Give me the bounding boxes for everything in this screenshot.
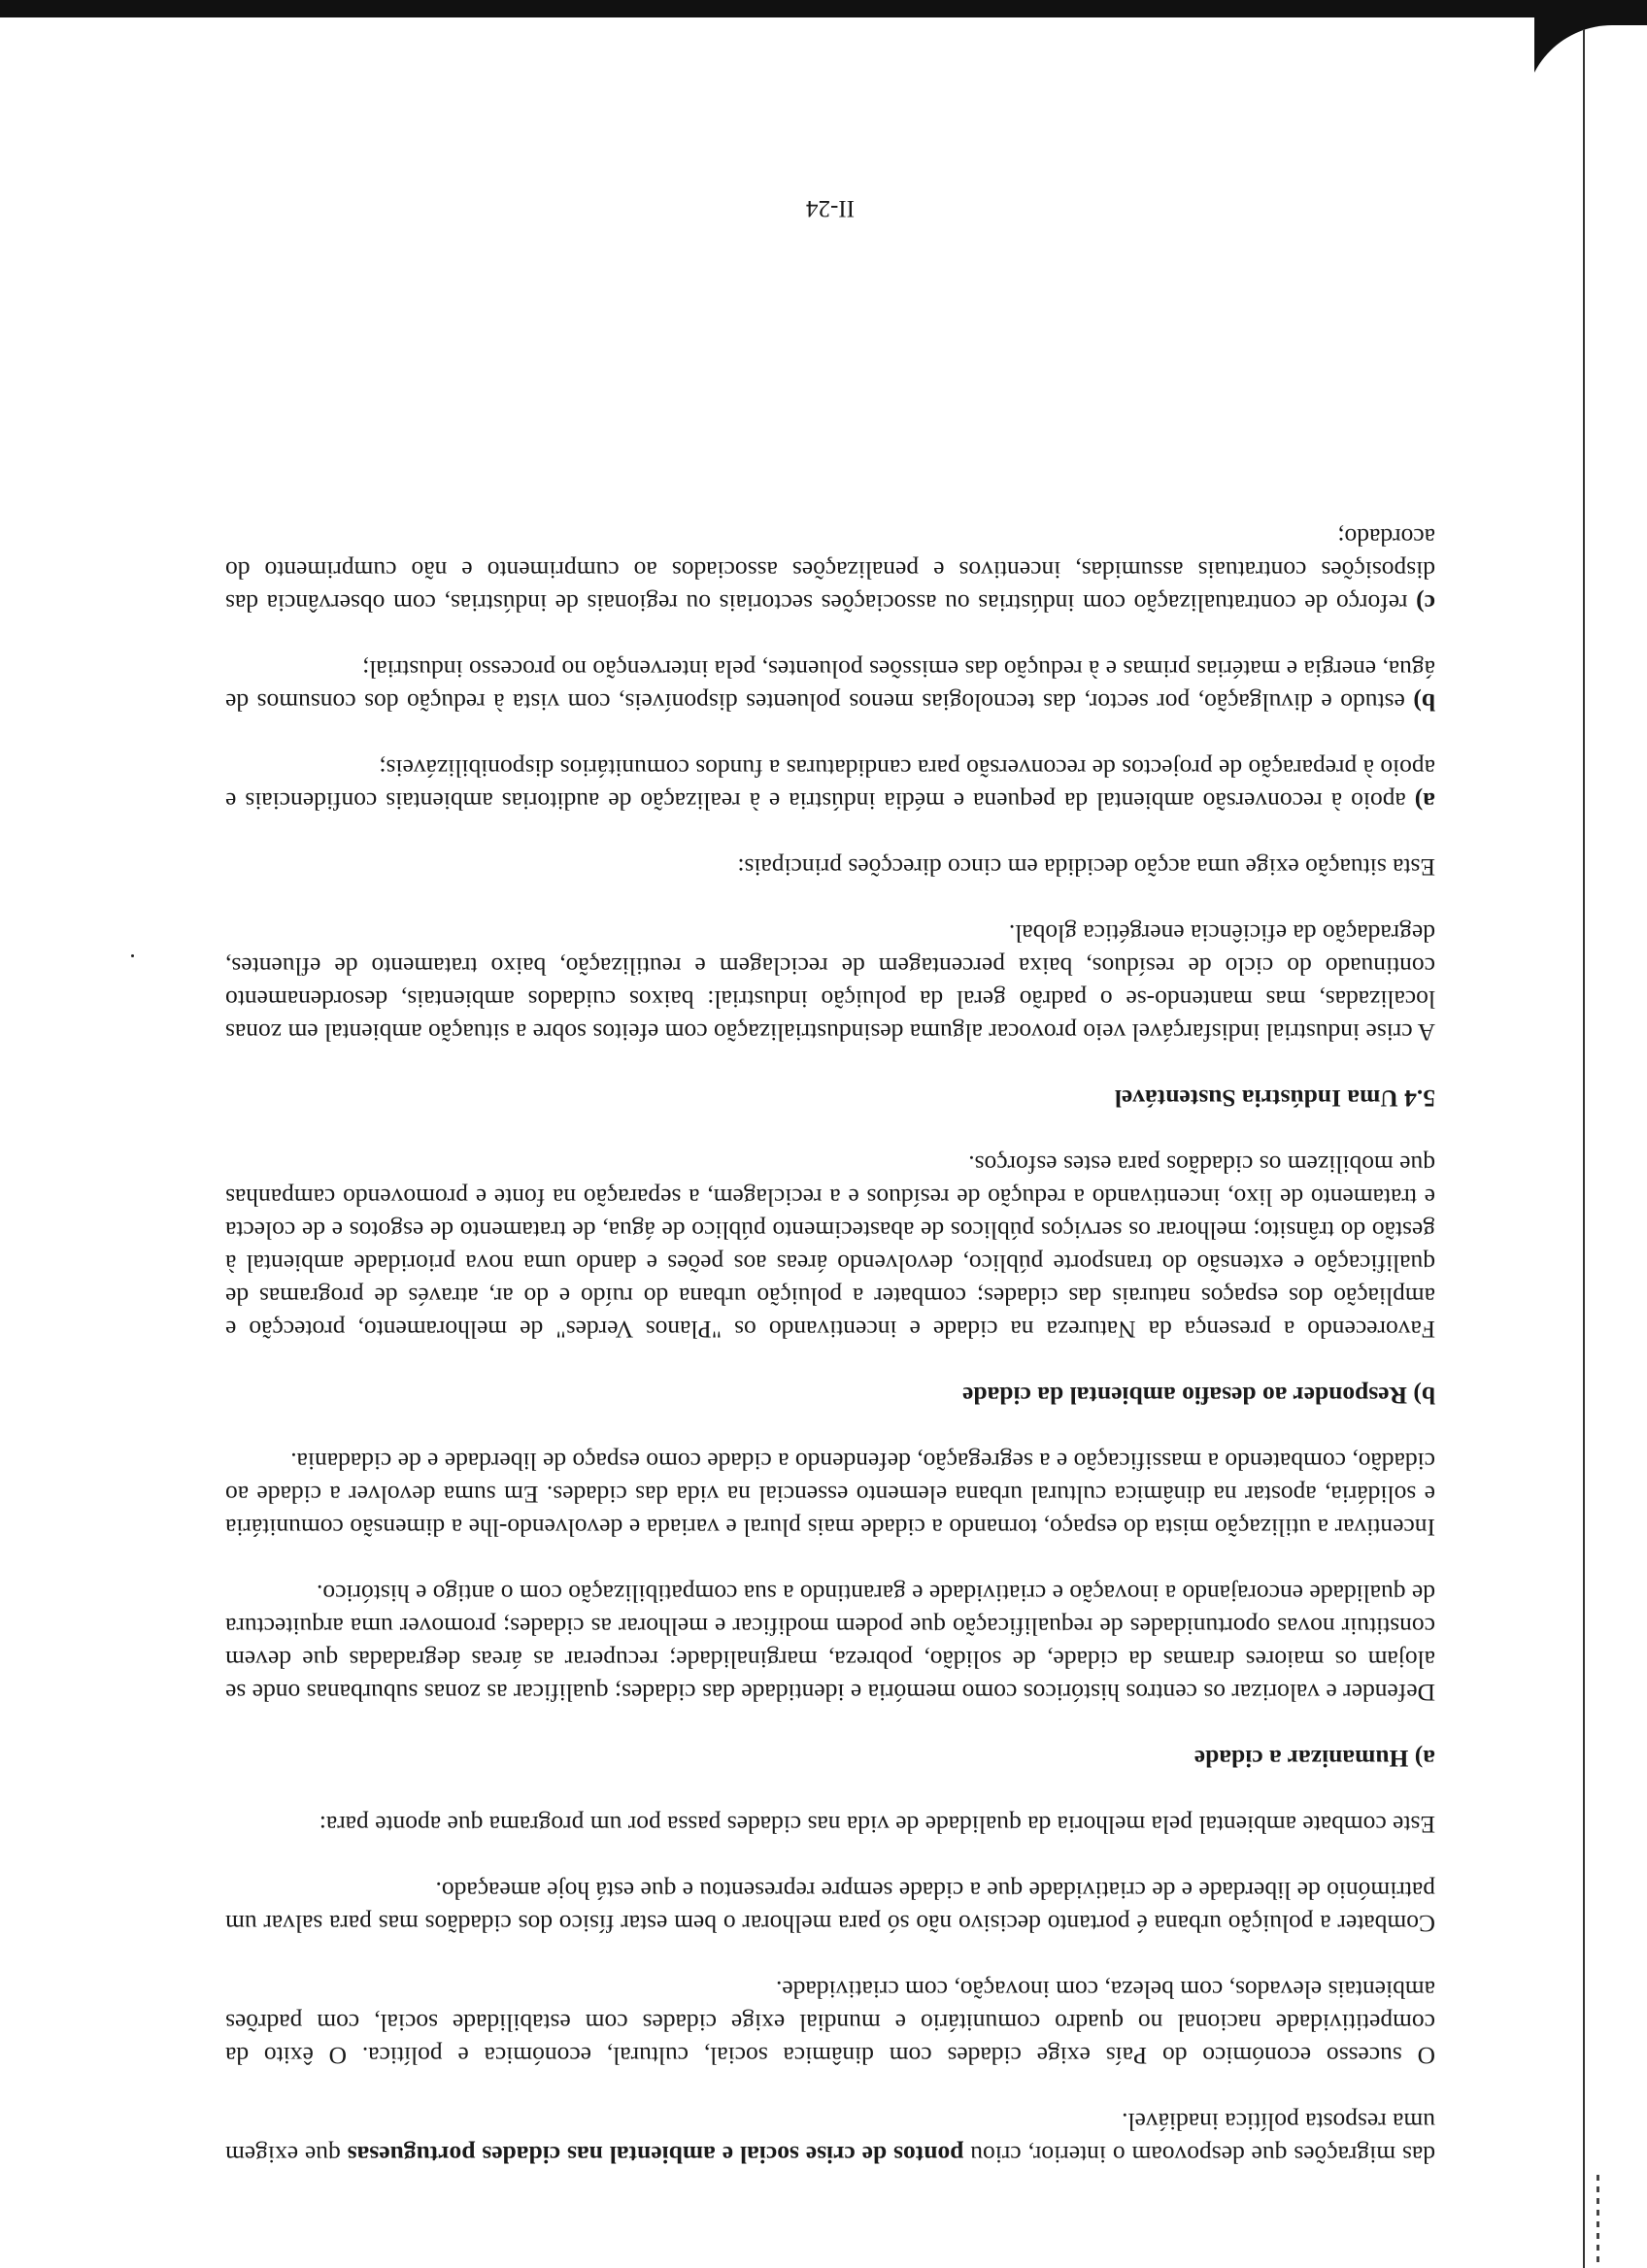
binding-mark [1597, 2175, 1599, 2262]
intro-bold: pontos de crise social e ambiental nas cidades portuguesas [347, 2141, 964, 2169]
paragraph: Combater a poluição urbana é portanto decisivo não só para melhorar o bem estar físico dos cidadãos mas para salvar um património de liberdade e de criatividade que a cidade sempre representou e que está hoje ameaçado. [225, 1877, 1435, 1938]
paragraph: Favorecendo a presença da Natureza na cidade e incentivando os "Planos Verdes" de melhoramento, protecção e ampliação dos espaços naturais das cidades; combater a poluição urbana do ruído e do ar, através de programas de qualificação e extensão do transporte público, devolvendo áreas aos peões e dando uma nova prioridade ambiental à gestão do trânsito; melhorar os serviços públicos de abastecimento público de água, de tratamento de esgotos e de colecta e tratamento de lixo, incentivando a redução de resíduos e a reciclagem, a separação na fonte e promovendo campanhas que mobilizem os cidadãos para estes esforços. [225, 1151, 1435, 1344]
section-b-heading: b) Responder ao desafio ambiental da cidade [962, 1382, 1435, 1410]
paragraph: A crise industrial indisfarçável veio provocar alguma desindustrialização com efeitos sobre a situação ambiental em zonas localizadas, mas mantendo-se o padrão geral da poluição industrial: baixos cuidados ambientais, desordenamento continuado do ciclo de resíduos, baixa percentagem de reciclagem e reutilização, baixo tratamento de efluentes, degradação da eficiência energética global. [225, 919, 1435, 1047]
speck [131, 954, 134, 957]
list-item: c) reforço de contratualização com indústrias ou associações sectoriais ou regionais de indústrias, com observância das disposições contratuais assumidas, incentivos e penalizações associados ao cumprimento e não cumprimento do acordado; [225, 523, 1435, 617]
scanner-top-border [0, 0, 1647, 17]
rotated-page-content [225, 93, 1435, 2171]
paragraph: Este combate ambiental pela melhoria da qualidade de vida nas cidades passa por um programa que aponte para: [319, 1811, 1435, 1839]
page-number: II-24 [806, 195, 855, 221]
list-item: a) apoio à reconversão ambiental da pequena e média indústria e à realização de auditorias ambientais confidenciais e apoio à preparação de projectos de reconversão para candidaturas a fundos comunitários disponibilizáveis; [225, 754, 1435, 816]
paragraph: O sucesso económico do País exige cidades com dinâmica social, cultural, económica e política. O êxito da competitividade nacional no quadro comunitário e mundial exige cidades com estabilidade social, com padrões ambientais elevados, com beleza, com inovação, com criatividade. [225, 1976, 1435, 2070]
list-item: b) estudo e divulgação, por sector, das tecnologias menos poluentes disponíveis, com vista à redução dos consumos de água, energia e matérias primas e à redução das emissões poluentes, pela intervenção no processo industrial; [225, 655, 1435, 717]
document-body [225, 487, 1435, 2171]
section-5-4-heading: 5.4 Uma Indústria Sustentável [1114, 1084, 1435, 1113]
page-edge-line [1583, 29, 1585, 2268]
scanner-right-border [1534, 0, 1647, 2268]
section-a-heading: a) Humanizar a cidade [1193, 1745, 1435, 1773]
intro-paragraph: das migrações que despovoam o interior, criou pontos de crise social e ambiental nas cidades portuguesas que exigem uma resposta política inadiável. [225, 2108, 1435, 2169]
paragraph: Defender e valorizar os centros históricos como memória e identidade das cidades; qualificar as zonas suburbanas onde se alojam os maiores dramas da cidade, de solidão, pobreza, marginalidade; recuperar as áreas degradadas que devem constituir novas oportunidades de requalificação que podem modificar e melhorar as cidades; promover uma arquitectura de qualidade encorajando a inovação e criatividade e garantindo a sua compatibilização com o antigo e histórico. [225, 1580, 1435, 1707]
paragraph: Incentivar a utilização mista do espaço, tornando a cidade mais plural e variada e devolvendo-lhe a dimensão comunitária e solidária, apostar na dinâmica cultural urbana elemento essencial na vida das cidades. Em suma devolver a cidade ao cidadão, combatendo a massificação e a segregação, defendendo a cidade como espaço de liberdade e de cidadania. [225, 1448, 1435, 1542]
paragraph: Esta situação exige uma acção decidida em cinco direcções principais: [737, 853, 1435, 882]
